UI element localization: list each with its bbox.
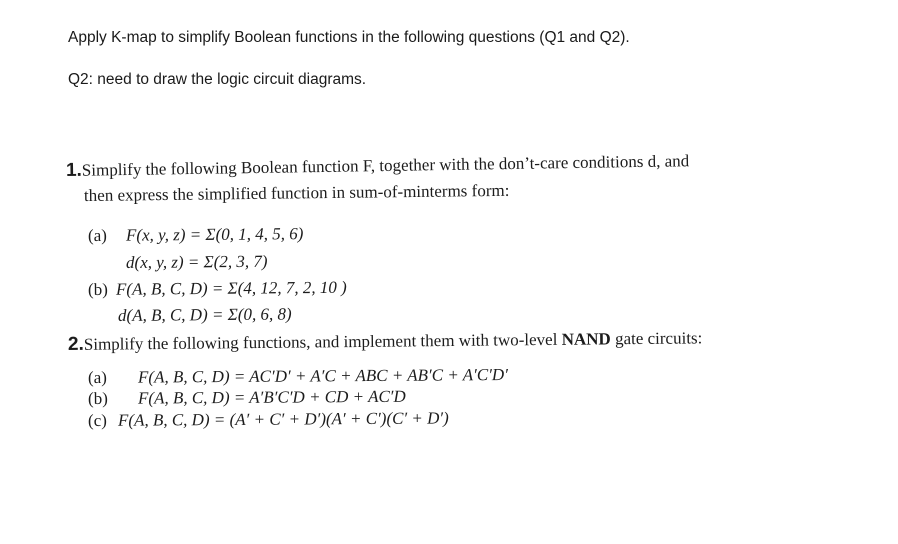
q2b-label: (b) (87, 388, 108, 408)
q1a-function (88, 224, 304, 246)
q2b-function (88, 387, 406, 409)
q1a-dontcare (126, 252, 268, 273)
q2-text-post: gate circuits: (610, 328, 703, 349)
q1b-d-expression: d(A, B, C, D) = Σ(0, 6, 8) (117, 304, 292, 325)
q2-text-bold: NAND (561, 329, 611, 349)
q2c-f-expression: F(A, B, C, D) = (A′ + C′ + D′)(A′ + C′)(C′ + D′) (117, 408, 449, 430)
q2-heading (68, 327, 703, 356)
q2a-label: (a) (87, 367, 107, 387)
q1b-dontcare (118, 304, 292, 326)
q1-text-line-1: Simplify the following Boolean function F, together with the don’t-care conditions d, and (81, 151, 690, 180)
q1-heading (66, 150, 690, 182)
q1a-d-expression: d(x, y, z) = Σ(2, 3, 7) (125, 251, 268, 272)
q2c-label: (c) (87, 410, 107, 430)
q1a-label: (a) (87, 225, 107, 245)
q1-number: 1. (65, 159, 83, 181)
q2-number: 2. (67, 333, 84, 355)
q1a-f-expression: F(x, y, z) = Σ(0, 1, 4, 5, 6) (125, 224, 304, 245)
instruction-line-2: Q2: need to draw the logic circuit diagrams. (68, 71, 367, 88)
q1-text-line-2: then express the simplified function in sum-of-minterms form: (83, 180, 510, 205)
q2b-f-expression: F(A, B, C, D) = A′B′C′D + CD + AC′D (137, 386, 406, 408)
q1b-label: (b) (87, 279, 108, 299)
q1b-function (88, 278, 347, 300)
q2a-function (88, 365, 508, 388)
q2a-f-expression: F(A, B, C, D) = AC′D′ + A′C + ABC + AB′C + A′C′D′ (137, 365, 508, 387)
q2-text-pre: Simplify the following functions, and implement them with two-level (83, 329, 562, 354)
q1b-f-expression: F(A, B, C, D) = Σ(4, 12, 7, 2, 10 ) (115, 277, 347, 299)
q2c-function (88, 408, 449, 431)
instruction-line-1: Apply K-map to simplify Boolean functions in the following questions (Q1 and Q2). (68, 29, 630, 46)
